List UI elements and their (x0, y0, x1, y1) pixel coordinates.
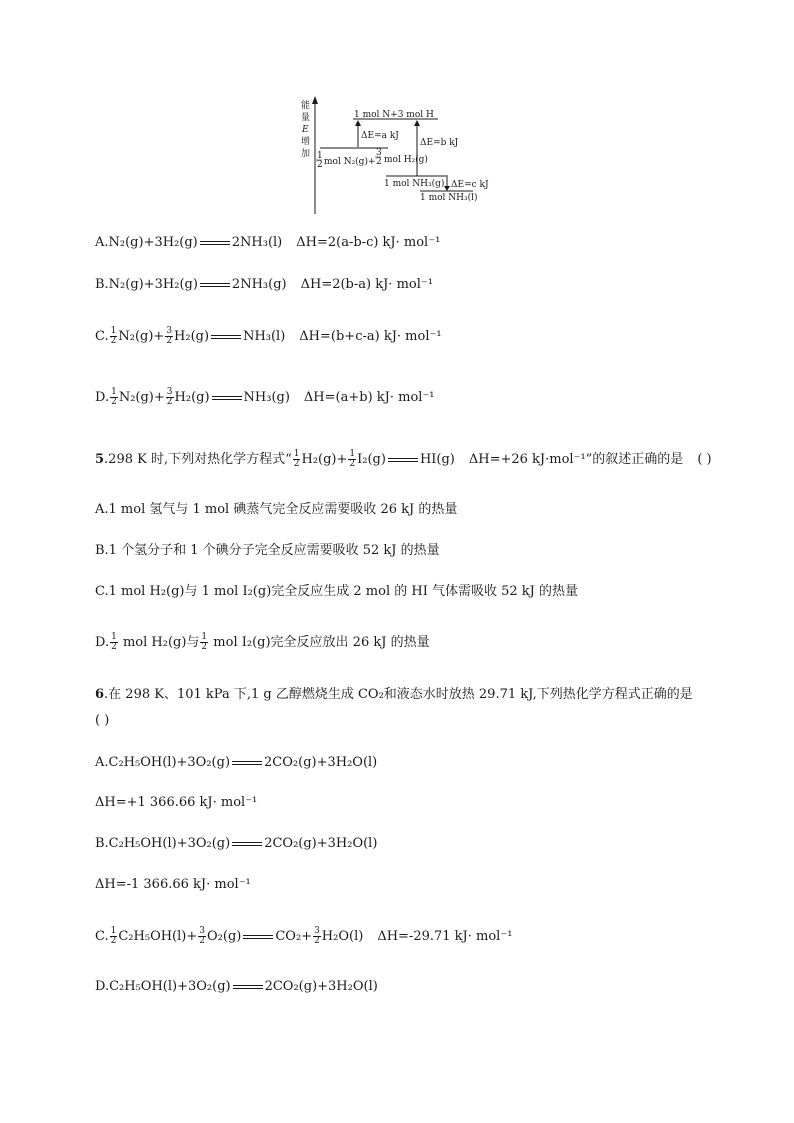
equals-arrow (388, 457, 418, 463)
level-label-nh3-gas: 1 mol NH₃(g) (384, 179, 445, 189)
q4-option-a[interactable] (95, 234, 440, 252)
question-number: 5 (95, 452, 105, 467)
axis-label-char: 加 (301, 149, 311, 159)
fraction-three-halves: $\frac{3}{2}$ (199, 926, 205, 946)
q5-stem: 5.298 K 时,下列对热化学方程式“ $\frac{1}{2}$ H₂(g)+ $\frac{1}{2}$ I₂(g) HI(g) ΔH=+26 kJ·mol⁻¹”的叙述正确的是 ( ) (95, 449, 712, 469)
label-delta-c: ΔE=c kJ (451, 180, 489, 190)
frac-den: 2 (317, 160, 323, 170)
frac-num: 3 (376, 148, 382, 158)
q5-option-a[interactable]: A.1 mol 氢气与 1 mol 碘蒸气完全反应需要吸收 26 kJ 的热量 (95, 502, 458, 517)
equation-left: B.N₂(g)+3H₂(g) (95, 277, 198, 292)
fraction-one-half: $\frac{1}{2}$ (110, 326, 117, 346)
q6-option-c[interactable]: C. $\frac{1}{2}$ C₂H₅OH(l)+ $\frac{3}{2}$ O₂(g) CO₂+ $\frac{3}{2}$ H₂O(l) ΔH=-29.71 kJ· mol⁻¹ (95, 926, 513, 946)
equation-right: 2NH₃(g) (231, 277, 287, 292)
q5-option-b[interactable]: B.1 个氢分子和 1 个碘分子完全反应需要吸收 52 kJ 的热量 (95, 543, 440, 558)
enthalpy-value: ΔH=(b+c-a) kJ· mol⁻¹ (299, 329, 442, 344)
axis-arrowhead (312, 96, 318, 104)
enthalpy-value: ΔH=2(a-b-c) kJ· mol⁻¹ (296, 235, 441, 250)
q4-option-b[interactable] (95, 276, 433, 294)
q6-option-d[interactable]: D.C₂H₅OH(l)+3O₂(g) 2CO₂(g)+3H₂O(l) (95, 979, 378, 994)
q6-option-a[interactable]: A.C₂H₅OH(l)+3O₂(g) 2CO₂(g)+3H₂O(l) (95, 755, 378, 770)
level-label-nh3-liquid: 1 mol NH₃(l) (420, 193, 478, 203)
q6-option-b[interactable]: B.C₂H₅OH(l)+3O₂(g) 2CO₂(g)+3H₂O(l) (95, 836, 378, 851)
equals-arrow (232, 760, 262, 766)
equals-arrow (200, 240, 230, 246)
fraction-one-half: $\frac{1}{2}$ (293, 449, 300, 469)
level-label-reactants-tail: mol H₂(g) (384, 155, 428, 165)
q5-option-d[interactable]: D. $\frac{1}{2}$ mol H₂(g)与 $\frac{1}{2}$ mol I₂(g)完全反应放出 26 kJ 的热量 (95, 632, 430, 652)
equals-arrow (211, 334, 241, 340)
axis-label-char: 量 (301, 113, 311, 123)
energy-level-diagram (298, 92, 508, 217)
equals-arrow (212, 395, 242, 401)
fraction-one-half: $\frac{1}{2}$ (111, 387, 117, 407)
level-label-reactants: mol N₂(g)+ (324, 157, 376, 167)
equation-left: A.N₂(g)+3H₂(g) (95, 235, 198, 250)
fraction-one-half: $\frac{1}{2}$ (201, 632, 208, 652)
q6-option-a-enthalpy: ΔH=+1 366.66 kJ· mol⁻¹ (95, 795, 258, 810)
frac-num: 1 (317, 151, 323, 161)
question-number: 6 (95, 687, 105, 702)
fraction-three-halves: $\frac{3}{2}$ (166, 326, 173, 346)
equals-arrow (233, 984, 263, 990)
q4-option-c[interactable]: C. $\frac{1}{2}$ N₂(g)+ $\frac{3}{2}$ H₂(g) NH₃(l) ΔH=(b+c-a) kJ· mol⁻¹ (95, 326, 442, 346)
equation-right: 2NH₃(l) (231, 235, 283, 250)
axis-label-char: 能 (301, 101, 311, 111)
fraction-three-halves: $\frac{3}{2}$ (166, 387, 173, 407)
axis-label-char: E (302, 125, 309, 135)
enthalpy-value: ΔH=2(b-a) kJ· mol⁻¹ (300, 277, 433, 292)
equals-arrow (243, 934, 273, 940)
fraction-three-halves: $\frac{3}{2}$ (314, 926, 320, 946)
fraction-one-half: $\frac{1}{2}$ (110, 926, 117, 946)
enthalpy-value: ΔH=-29.71 kJ· mol⁻¹ (377, 929, 513, 944)
equals-arrow (232, 841, 262, 847)
axis-label-char: 增 (301, 137, 311, 147)
answer-parentheses: ( ) (697, 452, 712, 467)
fraction-one-half: $\frac{1}{2}$ (349, 449, 356, 469)
equals-arrow (200, 282, 230, 288)
level-label-atoms: 1 mol N+3 mol H (354, 110, 434, 120)
fraction-one-half: $\frac{1}{2}$ (111, 632, 117, 652)
q6-stem: 6.在 298 K、101 kPa 下,1 g 乙醇燃烧生成 CO₂和液态水时放热 29.71 kJ,下列热化学方程式正确的是 (95, 687, 693, 702)
frac-den: 2 (376, 157, 382, 167)
q6-option-b-enthalpy: ΔH=-1 366.66 kJ· mol⁻¹ (95, 877, 251, 892)
enthalpy-value: ΔH=(a+b) kJ· mol⁻¹ (303, 390, 435, 405)
q5-option-c[interactable]: C.1 mol H₂(g)与 1 mol I₂(g)完全反应生成 2 mol 的 HI 气体需吸收 52 kJ 的热量 (95, 584, 579, 599)
answer-parentheses: ( ) (95, 713, 110, 728)
label-delta-a: ΔE=a kJ (361, 131, 399, 141)
q4-option-d[interactable]: D. $\frac{1}{2}$ N₂(g)+ $\frac{3}{2}$ H₂(g) NH₃(g) ΔH=(a+b) kJ· mol⁻¹ (95, 387, 435, 407)
label-delta-b: ΔE=b kJ (420, 138, 459, 148)
